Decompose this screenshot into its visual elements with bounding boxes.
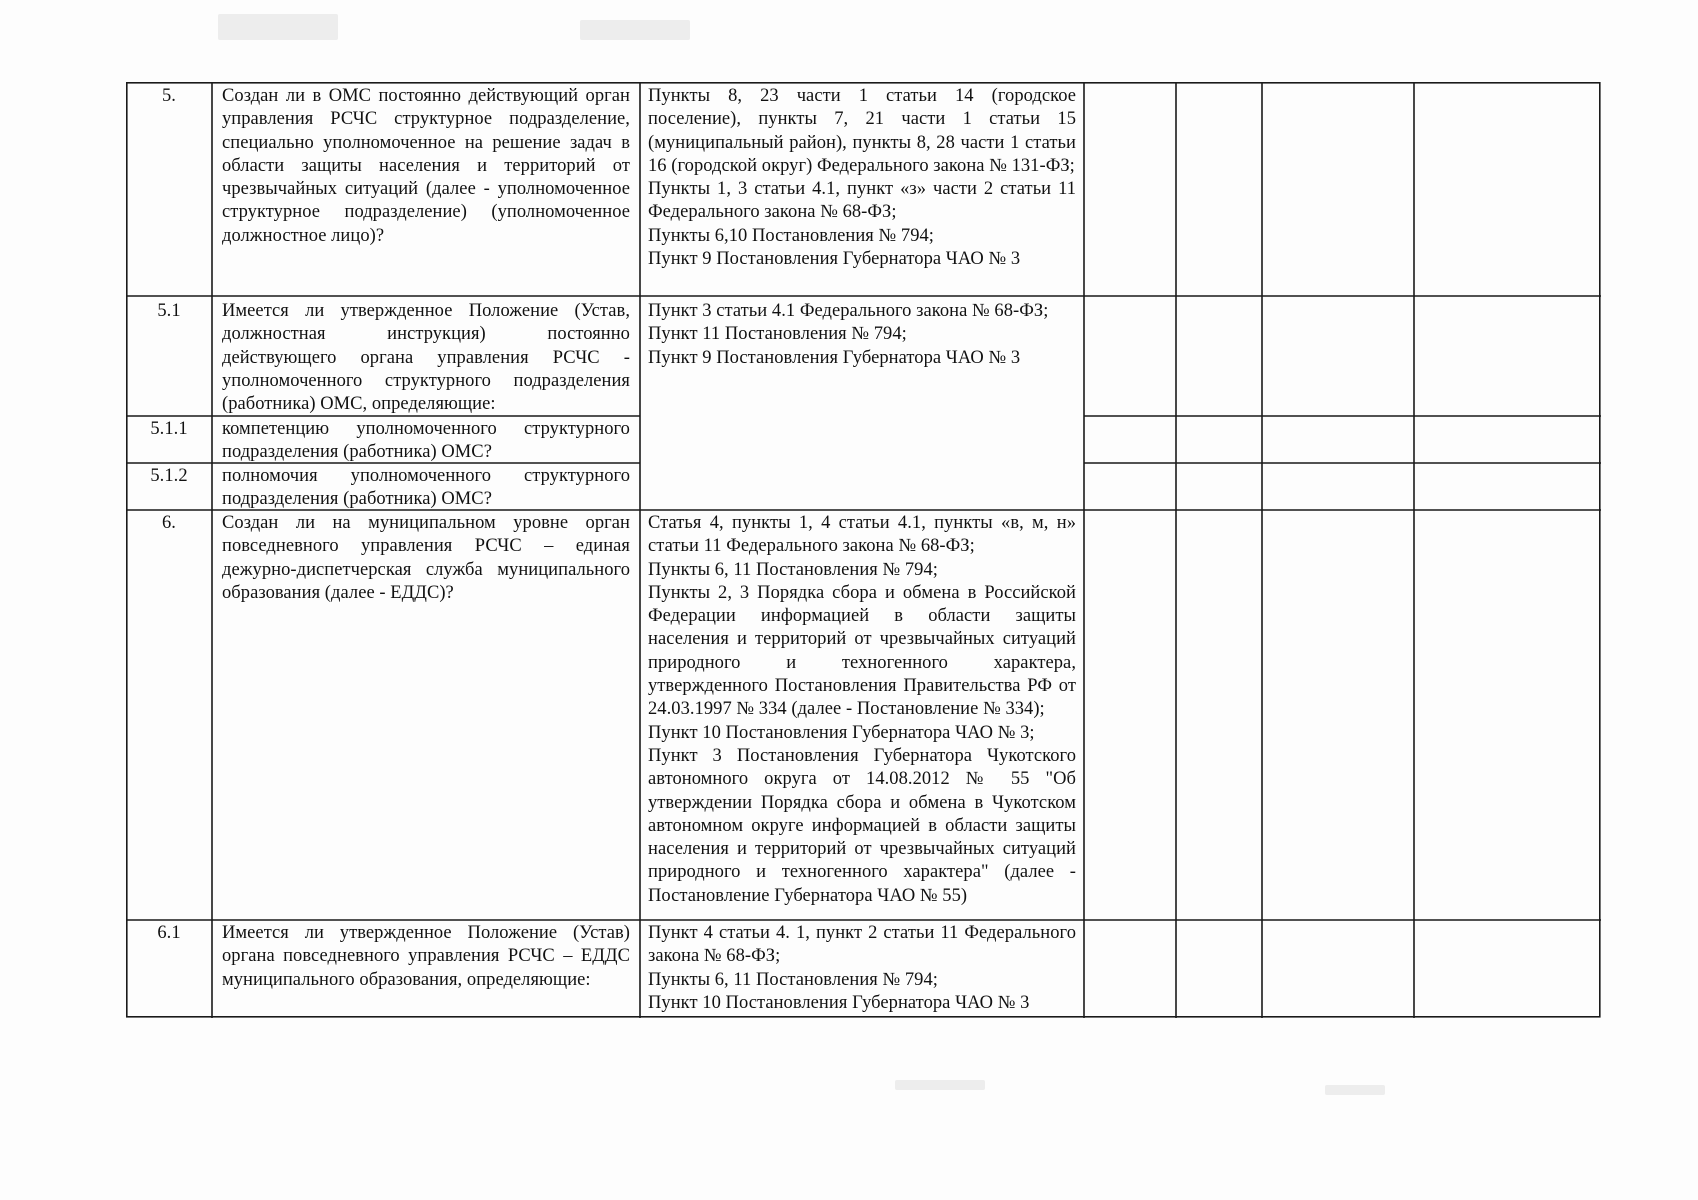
checklist-table — [126, 82, 1601, 1018]
empty-cell — [1262, 82, 1414, 296]
row-question: Имеется ли утвержденное Положение (Устав) органа повседневного управления РСЧС – ЕДДС муниципального образования, определяющие: — [222, 923, 630, 990]
row-number: 5.1.2 — [150, 466, 188, 486]
row-number: 5. — [162, 86, 176, 106]
empty-cell — [1414, 82, 1601, 296]
row-question: Создан ли в ОМС постоянно действующий орган управления РСЧС структурное подразделение, специально уполномоченное на решение задач в области защиты населения и территорий от чрезвычайных ситуаций (далее - уполномоченное структурное подразделение) (уполномоченное должностное лицо)? — [222, 86, 630, 246]
row-number: 6. — [162, 513, 176, 533]
empty-cell — [1084, 82, 1176, 296]
row-number: 5.1.1 — [150, 419, 188, 439]
row-question: полномочия уполномоченного структурного подразделения (работника) ОМС? — [222, 466, 630, 510]
empty-cell — [1176, 82, 1262, 296]
row-question: Имеется ли утвержденное Положение (Устав, должностная инструкция) постоянно действующего органа управления РСЧС - уполномоченного структурного подразделения (работника) ОМС, определяющие: — [222, 301, 630, 415]
scan-artifact — [895, 1080, 985, 1090]
row-question: компетенцию уполномоченного структурного подразделения (работника) ОМС? — [222, 419, 630, 463]
row-legal-basis: Пункт 4 статьи 4. 1, пункт 2 статьи 11 Федерального закона № 68-ФЗ; Пункты 6, 11 Постановления № 794; Пункт 10 Постановления Губернатора ЧАО № 3 — [648, 923, 1076, 1013]
row-number: 5.1 — [157, 301, 181, 321]
row-legal-basis: Пункт 3 статьи 4.1 Федерального закона № 68-ФЗ; Пункт 11 Постановления № 794; Пункт 9 Постановления Губернатора ЧАО № 3 — [648, 301, 1049, 368]
row-question: Создан ли на муниципальном уровне орган повседневного управления РСЧС – единая дежурно-диспетчерская служба муниципального образования (далее - ЕДДС)? — [222, 513, 630, 603]
row-number: 6.1 — [157, 923, 181, 943]
scan-artifact — [580, 20, 690, 40]
scan-artifact — [218, 14, 338, 40]
row-legal-basis: Статья 4, пункты 1, 4 статьи 4.1, пункты «в, м, н» статьи 11 Федерального закона № 68-ФЗ; Пункты 6, 11 Постановления № 794; Пункты 2, 3 Порядка сбора и обмена в Российской Федерации информацией в области защиты населения и территорий от чрезвычайных ситуаций природного и техногенного характера, утвержденного Постановления Правительства РФ от 24.03.1997 № 334 (далее - Постановление № 334); Пункт 10 Постановления Губернатора ЧАО № 3; Пункт 3 Постановления Губернатора Чукотского автономного округа от 14.08.2012 № 55 "Об утверждении Порядка сбора и обмена в Чукотском автономном округе информацией в области защиты населения и территорий от чрезвычайных ситуаций природного и техногенного характера" (далее - Постановление Губернатора ЧАО № 55) — [648, 513, 1076, 906]
row-legal-basis: Пункты 8, 23 части 1 статьи 14 (городское поселение), пункты 7, 21 части 1 статьи 15 (муниципальный район), пункты 8, 28 части 1 статьи 16 (городской округ) Федерального закона № 131-ФЗ; Пункты 1, 3 статьи 4.1, пункт «з» части 2 статьи 11 Федерального закона № 68-ФЗ; Пункты 6,10 Постановления № 794; Пункт 9 Постановления Губернатора ЧАО № 3 — [648, 86, 1076, 270]
scan-artifact — [1325, 1085, 1385, 1095]
